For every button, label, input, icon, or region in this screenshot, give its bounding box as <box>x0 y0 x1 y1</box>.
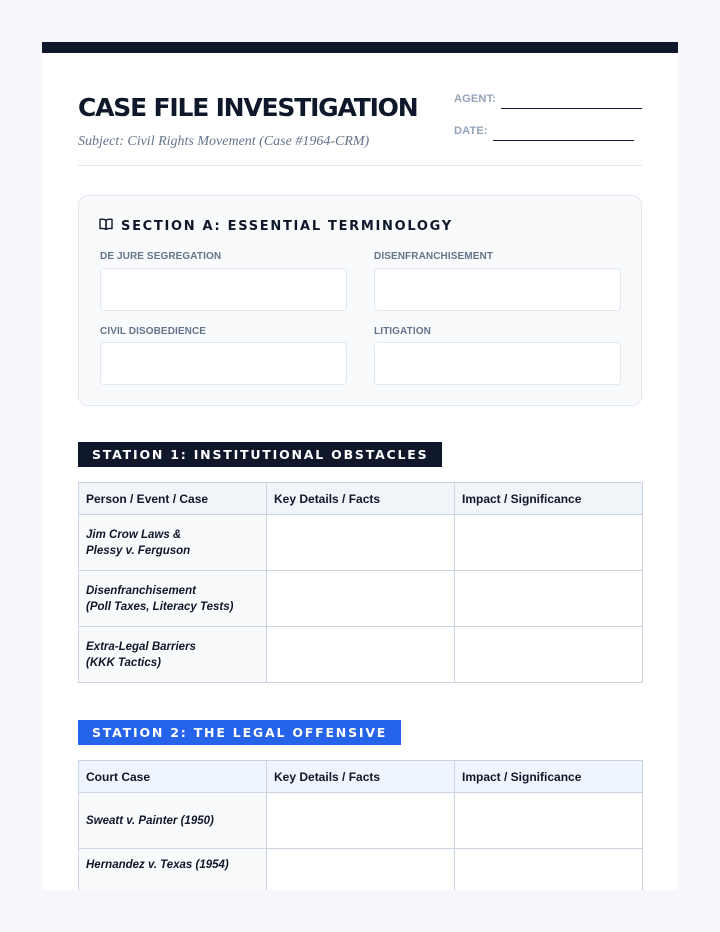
page-subtitle: Subject: Civil Rights Movement (Case #1964-CRM) <box>78 134 370 149</box>
table-row <box>79 515 643 571</box>
header-divider <box>78 165 642 166</box>
table-row <box>79 793 643 849</box>
impact-cell[interactable] <box>455 571 643 627</box>
key-details-cell[interactable] <box>267 515 455 571</box>
column-header: Impact / Significance <box>455 761 643 793</box>
column-header: Key Details / Facts <box>267 761 455 793</box>
row-label: Hernandez v. Texas (1954) <box>79 849 267 891</box>
term-input-disenfranchisement[interactable] <box>374 268 621 311</box>
table-row <box>79 849 643 891</box>
column-header: Key Details / Facts <box>267 483 455 515</box>
row-label: Disenfranchisement (Poll Taxes, Literacy Tests) <box>79 571 267 627</box>
station1-banner: STATION 1: INSTITUTIONAL OBSTACLES <box>78 442 442 467</box>
book-open-icon <box>99 217 113 235</box>
column-header: Person / Event / Case <box>79 483 267 515</box>
key-details-cell[interactable] <box>267 793 455 849</box>
date-field[interactable] <box>493 140 634 141</box>
table-header-row <box>79 483 643 515</box>
impact-cell[interactable] <box>455 793 643 849</box>
term-input-de-jure-segregation[interactable] <box>100 268 347 311</box>
term-input-litigation[interactable] <box>374 342 621 385</box>
impact-cell[interactable] <box>455 849 643 891</box>
row-label: Jim Crow Laws & Plessy v. Ferguson <box>79 515 267 571</box>
key-details-cell[interactable] <box>267 627 455 683</box>
agent-label: AGENT: <box>454 93 497 105</box>
table-row <box>79 571 643 627</box>
term-label: LITIGATION <box>374 326 431 337</box>
station2-table <box>78 760 643 890</box>
term-label: CIVIL DISOBEDIENCE <box>100 326 207 337</box>
column-header: Court Case <box>79 761 267 793</box>
term-label: DE JURE SEGREGATION <box>100 251 222 262</box>
column-header: Impact / Significance <box>455 483 643 515</box>
term-input-civil-disobedience[interactable] <box>100 342 347 385</box>
agent-field[interactable] <box>501 108 642 109</box>
date-label: DATE: <box>454 125 488 137</box>
terminology-section <box>78 195 642 406</box>
impact-cell[interactable] <box>455 627 643 683</box>
impact-cell[interactable] <box>455 515 643 571</box>
station1-table <box>78 482 643 683</box>
worksheet-page <box>42 42 678 890</box>
station2-banner: STATION 2: THE LEGAL OFFENSIVE <box>78 720 401 745</box>
top-bar <box>42 42 678 53</box>
key-details-cell[interactable] <box>267 571 455 627</box>
table-row <box>79 627 643 683</box>
row-label: Extra-Legal Barriers (KKK Tactics) <box>79 627 267 683</box>
term-label: DISENFRANCHISEMENT <box>374 251 494 262</box>
terminology-title: SECTION A: ESSENTIAL TERMINOLOGY <box>121 218 453 234</box>
row-label: Sweatt v. Painter (1950) <box>79 793 267 849</box>
key-details-cell[interactable] <box>267 849 455 891</box>
page-title: CASE FILE INVESTIGATION <box>78 93 418 122</box>
terminology-heading <box>99 217 453 235</box>
table-header-row <box>79 761 643 793</box>
